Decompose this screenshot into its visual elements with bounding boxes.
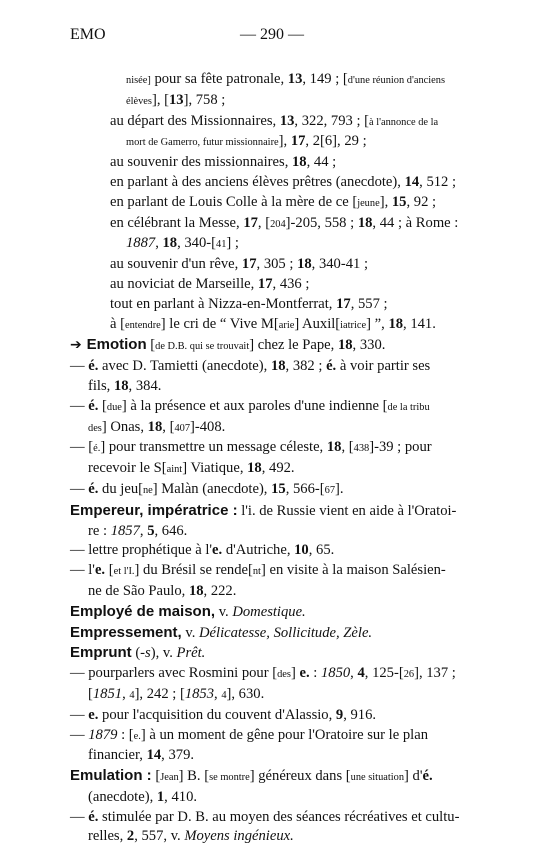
index-line	[70, 255, 470, 275]
volume-number: 17	[243, 214, 258, 231]
volume-number: 17	[257, 275, 273, 292]
italic-text: Prêt.	[176, 645, 206, 662]
entry-headword: Emulation :	[70, 767, 152, 785]
volume-number: 15	[391, 193, 407, 210]
index-line	[70, 357, 470, 377]
index-line	[70, 643, 470, 664]
index-line	[70, 91, 470, 112]
volume-number: 18	[388, 315, 404, 332]
entry-text: ] le cri de “ Vive M[	[160, 315, 279, 332]
entry-text: — lettre prophétique à l'	[70, 542, 213, 559]
entry-text: , 44 ; à Rome :	[372, 214, 459, 231]
volume-number: 18	[188, 582, 204, 599]
volume-number: 13	[287, 71, 303, 87]
volume-number: é.	[88, 808, 99, 825]
entry-text: ], 758 ;	[183, 91, 226, 108]
entry-text: ] Malàn (anecdote),	[152, 480, 272, 497]
entry-text: ]-39 ; pour	[369, 439, 432, 456]
entry-text: [	[151, 768, 161, 785]
volume-number: 5	[147, 522, 155, 539]
index-line	[70, 153, 470, 173]
volume-number: 13	[279, 112, 295, 129]
entry-text: ] Onas,	[101, 418, 148, 435]
entry-text: , 340-[	[177, 235, 216, 252]
entry-text: ), v.	[150, 645, 177, 662]
italic-text: s	[145, 645, 151, 662]
entry-text: (anecdote),	[88, 788, 157, 805]
index-line	[70, 480, 470, 501]
index-line	[70, 275, 470, 295]
editorial-insertion: due	[106, 401, 122, 413]
entry-text: (-	[131, 645, 146, 662]
entry-text: relles,	[88, 828, 127, 845]
index-line	[70, 173, 470, 193]
entry-text: —	[70, 358, 89, 375]
entry-text: ,	[214, 685, 222, 702]
entry-text: , 384.	[128, 377, 162, 394]
entry-text: ], 137 ;	[414, 665, 456, 682]
volume-number: 18	[337, 337, 353, 354]
volume-number: e.	[88, 706, 99, 723]
entry-text: — [	[70, 439, 94, 456]
entry-text: , 322, 793 ; [	[294, 112, 370, 129]
entry-text: , 410.	[164, 788, 198, 805]
editorial-insertion: 438	[353, 443, 370, 455]
volume-number: é.	[422, 768, 433, 785]
entry-text: avec D. Tamietti (anecdote),	[98, 358, 271, 375]
entry-text: , 125-[	[364, 665, 404, 682]
entry-text: tout en parlant à Nizza-en-Montferrat,	[110, 295, 337, 312]
volume-number: 4	[357, 665, 365, 682]
entry-text: re :	[88, 522, 111, 539]
italic-text: Moyens ingénieux.	[184, 828, 294, 845]
editorial-insertion: jeune	[357, 197, 380, 209]
editorial-insertion: iatrice	[340, 319, 367, 331]
index-line	[70, 746, 470, 766]
editorial-insertion: de D.B. qui se trouvait	[155, 341, 250, 353]
entry-text: ],	[278, 133, 291, 150]
entry-text: au souvenir d'un rêve,	[110, 256, 242, 273]
entry-text: en parlant à des anciens élèves prêtres (anecdote),	[110, 173, 405, 190]
volume-number: e.	[212, 542, 223, 559]
index-line	[70, 335, 470, 357]
index-entries	[70, 70, 470, 847]
volume-number: é.	[326, 358, 337, 375]
index-line	[70, 602, 470, 623]
volume-number: 18	[292, 154, 307, 171]
index-line	[70, 582, 470, 602]
italic-text: 1850	[320, 665, 351, 682]
index-line	[70, 377, 470, 397]
entry-text: , 44 ;	[306, 154, 337, 171]
index-line	[70, 808, 470, 828]
entry-text: : [	[117, 726, 134, 743]
editorial-insertion: et l'I.	[113, 566, 135, 578]
volume-number: 10	[294, 542, 309, 559]
entry-text: stimulée par D. B. au moyen des séances récréatives et cultu-	[98, 808, 460, 825]
index-line	[70, 685, 470, 706]
entry-text: à voir partir ses	[336, 358, 431, 375]
editorial-insertion: nt	[252, 566, 261, 578]
entry-text: , 557 ;	[350, 295, 388, 312]
entry-text: ] chez le Pape,	[249, 337, 338, 354]
entry-text: au souvenir des missionnaires,	[110, 154, 292, 171]
volume-number: é.	[88, 358, 99, 375]
entry-text: , 2[6], 29 ;	[305, 133, 367, 150]
index-line	[70, 501, 470, 522]
editorial-insertion: une situation	[350, 772, 405, 784]
volume-number: 9	[335, 706, 344, 723]
entry-text: [	[98, 397, 107, 414]
entry-text: , 92 ;	[406, 193, 437, 210]
volume-number: 18	[357, 214, 373, 231]
index-line	[70, 766, 470, 788]
volume-number: e.	[299, 665, 310, 682]
entry-text: ] ;	[226, 235, 239, 252]
volume-number: 18	[247, 460, 262, 477]
entry-text: , 340-41 ;	[311, 256, 369, 273]
entry-text: ] Auxil[	[294, 315, 341, 332]
entry-text: —	[70, 726, 89, 743]
entry-text: ] généreux dans [	[249, 768, 351, 785]
index-line	[70, 438, 470, 459]
entry-text: ]-205, 558 ;	[285, 214, 358, 231]
editorial-insertion: des	[277, 669, 291, 681]
entry-text: — pourparlers avec Rosmini pour [	[70, 665, 278, 682]
entry-text: d'Autriche,	[222, 542, 295, 559]
entry-text: , 65.	[308, 542, 335, 559]
entry-text: ]	[290, 665, 300, 682]
entry-headword: Emprunt	[70, 644, 132, 662]
entry-text: ne de São Paulo,	[88, 582, 189, 599]
volume-number: 18	[297, 256, 312, 273]
volume-number: 14	[146, 747, 162, 764]
entry-text: , 436 ;	[272, 275, 310, 292]
index-line	[70, 214, 470, 235]
entry-text: , 512 ;	[419, 173, 457, 190]
editorial-insertion: à l'annonce de la	[369, 116, 439, 128]
entry-text: ], 630.	[226, 685, 265, 702]
index-line	[70, 193, 470, 214]
editorial-insertion: nisée]	[126, 75, 151, 86]
volume-number: 13	[169, 91, 184, 108]
italic-text: 1851	[92, 685, 123, 702]
index-line	[70, 234, 470, 255]
editorial-insertion: mort de Gamerro, futur missionnaire	[126, 137, 279, 149]
entry-text: ,	[139, 522, 148, 539]
volume-number: é.	[88, 397, 99, 414]
entry-text: , [	[257, 214, 271, 231]
entry-text: —	[70, 706, 89, 723]
entry-text: , 222.	[203, 582, 237, 599]
volume-number: 2	[126, 828, 135, 845]
entry-text: ,	[122, 685, 130, 702]
editorial-insertion: 407	[174, 422, 191, 434]
entry-text: au départ des Missionnaires,	[110, 112, 280, 129]
volume-number: 1	[156, 788, 165, 805]
entry-text: en célébrant la Messe,	[110, 214, 244, 231]
entry-text: recevoir le S[	[88, 460, 167, 477]
entry-text: , 646.	[154, 522, 188, 539]
entry-text: [	[146, 337, 156, 354]
volume-number: 18	[326, 439, 342, 456]
entry-text: , 149 ; [	[302, 71, 348, 87]
editorial-insertion: e.	[133, 730, 141, 742]
entry-text: au noviciat de Marseille,	[110, 275, 258, 292]
entry-text: ] à un moment de gêne pour l'Oratoire sur le plan	[140, 726, 428, 743]
entry-text: v.	[181, 624, 200, 641]
index-line	[70, 315, 470, 336]
italic-text: 1879	[88, 726, 118, 743]
editorial-insertion: d'une réunion d'anciens	[347, 75, 446, 86]
italic-text: 1887	[126, 235, 156, 252]
entry-text: —	[70, 397, 89, 414]
index-line	[70, 522, 470, 542]
entry-text: [	[88, 685, 93, 702]
index-line	[70, 418, 470, 439]
entry-text: financier,	[88, 747, 147, 764]
entry-text: pour sa fête patronale,	[150, 71, 288, 87]
entry-text: , 305 ;	[256, 256, 298, 273]
index-line	[70, 623, 470, 644]
italic-text: Délicatesse, Sollicitude, Zèle.	[199, 624, 373, 641]
editorial-insertion: 41	[216, 239, 227, 251]
entry-text: , 382 ;	[285, 358, 327, 375]
editorial-insertion: se montre	[209, 772, 250, 784]
entry-text: ] B. [	[178, 768, 210, 785]
volume-number: é.	[88, 480, 99, 497]
volume-number: 14	[404, 173, 420, 190]
editorial-insertion: 4	[129, 689, 135, 701]
entry-text: ]-408.	[190, 418, 226, 435]
index-line	[70, 132, 470, 153]
entry-text: pour l'acquisition du couvent d'Alassio,	[98, 706, 336, 723]
entry-text: ] en visite à la maison Salésien-	[260, 562, 446, 579]
volume-number: 15	[271, 480, 286, 497]
editorial-insertion: 4	[221, 689, 227, 701]
volume-number: 17	[336, 295, 351, 312]
editorial-insertion: des	[88, 422, 102, 434]
volume-number: 17	[290, 133, 306, 150]
editorial-insertion: ne	[142, 484, 153, 496]
editorial-insertion: Jean	[160, 772, 179, 784]
entry-text: ] pour transmettre un message céleste,	[100, 439, 327, 456]
entry-text: ], 242 ; [	[134, 685, 185, 702]
entry-text: ] d'	[404, 768, 423, 785]
editorial-insertion: de la tribu	[387, 401, 430, 413]
editorial-insertion: entendre	[125, 319, 161, 331]
index-line	[70, 295, 470, 315]
entry-text: ].	[335, 480, 344, 497]
index-line	[70, 397, 470, 418]
index-line	[70, 70, 470, 91]
editorial-insertion: aint	[166, 464, 183, 476]
entry-text: , 916.	[343, 706, 377, 723]
entry-text: , 557, v.	[134, 828, 185, 845]
italic-text: 1857	[110, 522, 140, 539]
volume-number: 18	[270, 358, 286, 375]
entry-text: du jeu[	[98, 480, 143, 497]
index-line	[70, 664, 470, 685]
entry-text: , 330.	[352, 337, 386, 354]
entry-text: —	[70, 808, 89, 825]
entry-text: ],	[379, 193, 392, 210]
index-line	[70, 561, 470, 582]
page-number: — 290 —	[240, 26, 304, 43]
running-head: EMO	[70, 26, 106, 43]
entry-text: fils,	[88, 377, 114, 394]
editorial-insertion: arie	[278, 319, 295, 331]
index-line	[70, 706, 470, 726]
entry-text: — l'	[70, 562, 95, 579]
entry-text: ] à la présence et aux paroles d'une indienne [	[121, 397, 388, 414]
entry-text: —	[70, 480, 89, 497]
entry-text: en parlant de Louis Colle à la mère de ce [	[110, 193, 358, 210]
entry-text: v.	[215, 603, 233, 620]
entry-text: , [	[341, 439, 354, 456]
arrow-icon: ➔	[70, 337, 87, 354]
entry-text: l'i. de Russie vient en aide à l'Oratoi-	[237, 502, 457, 519]
volume-number: e.	[94, 562, 106, 579]
index-line	[70, 541, 470, 561]
entry-text: ,	[155, 235, 163, 252]
entry-text: ] Viatique,	[182, 460, 248, 477]
volume-number: 17	[241, 256, 257, 273]
italic-text: Domestique.	[232, 603, 306, 620]
entry-text: , 492.	[261, 460, 295, 477]
entry-text: , 379.	[161, 747, 195, 764]
entry-text: , [	[162, 418, 175, 435]
volume-number: 18	[147, 418, 163, 435]
editorial-insertion: 26	[403, 669, 415, 681]
entry-headword: Empressement,	[70, 623, 182, 641]
italic-text: 1853	[184, 685, 215, 702]
entry-headword: Empereur, impératrice :	[70, 501, 238, 519]
entry-text: ] ”,	[366, 315, 389, 332]
volume-number: 18	[162, 235, 178, 252]
entry-text: ], [	[151, 91, 169, 108]
entry-text: , 566-[	[285, 480, 325, 497]
volume-number: 18	[113, 377, 129, 394]
index-line	[70, 459, 470, 480]
entry-headword: Emotion	[86, 336, 147, 354]
editorial-insertion: 67	[324, 484, 336, 496]
entry-headword: Employé de maison,	[70, 602, 216, 620]
entry-text: à [	[110, 315, 125, 332]
index-line	[70, 112, 470, 133]
entry-text: ,	[350, 665, 358, 682]
entry-text: :	[309, 665, 321, 682]
entry-text: [	[105, 562, 114, 579]
editorial-insertion: é.	[93, 443, 101, 455]
entry-text: , 141.	[403, 315, 436, 332]
editorial-insertion: élèves	[126, 95, 152, 107]
editorial-insertion: 204	[270, 218, 286, 230]
index-line	[70, 726, 470, 747]
index-line	[70, 827, 470, 847]
entry-text: ] du Brésil se rende[	[134, 562, 253, 579]
